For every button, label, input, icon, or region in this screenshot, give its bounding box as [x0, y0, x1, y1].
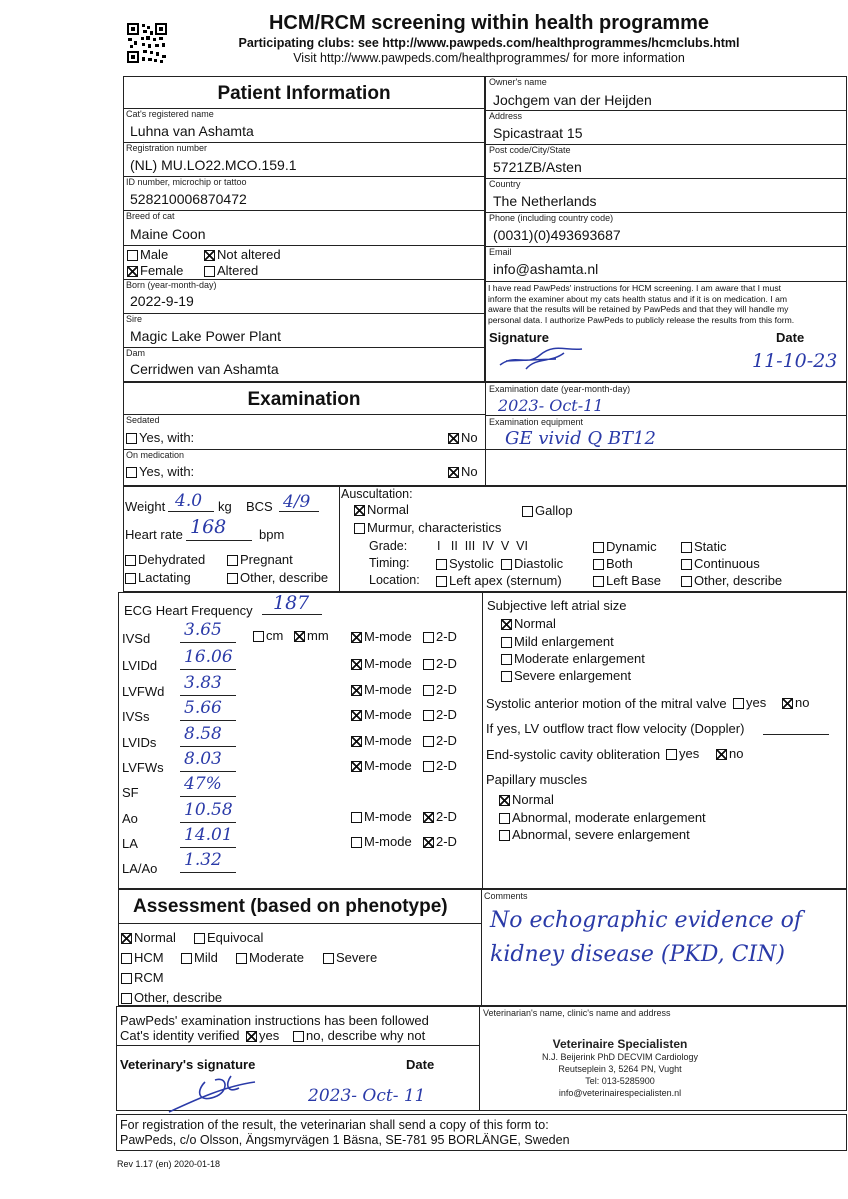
assess-moderate-checkbox[interactable] [236, 953, 247, 964]
comments-line-2[interactable]: kidney disease (PKD, CIN) [490, 942, 785, 967]
assess-equivocal[interactable]: Equivocal [194, 930, 263, 945]
echo-value-lvfws[interactable]: 8.03 [184, 749, 222, 769]
equipment[interactable]: GE vivid Q BT12 [505, 428, 656, 449]
auscultation-title: Auscultation: [341, 487, 413, 501]
breed[interactable]: Maine Coon [130, 226, 206, 242]
echo-label-ao: Ao [122, 811, 138, 826]
revision: Rev 1.17 (en) 2020-01-18 [117, 1159, 221, 1169]
ausc-static[interactable]: Static [681, 539, 727, 554]
echo-value-ivss[interactable]: 5.66 [184, 698, 222, 718]
gallop-checkbox[interactable] [522, 506, 533, 517]
kg-unit: kg [218, 499, 232, 514]
consent-line: personal data. I authorize PawPeds to publicly release the results from this form. [488, 314, 795, 325]
mode-mmode[interactable]: M-mode [351, 834, 412, 849]
stamp-phone: Tel: 013-5285900 [585, 1076, 655, 1086]
bcs-value[interactable]: 4/9 [283, 492, 311, 512]
assessment-title: Assessment (based on phenotype) [133, 896, 448, 917]
vet-stamp [515, 1038, 725, 1099]
lvot-label: If yes, LV outflow tract flow velocity (Doppler) [486, 721, 745, 736]
atrial-severe-checkbox[interactable] [501, 671, 512, 682]
echo-value-ivsd[interactable]: 3.65 [184, 620, 222, 640]
sedated-no[interactable]: No [448, 430, 478, 445]
ausc-systolic[interactable]: Systolic [436, 556, 494, 571]
echo-underline [180, 796, 236, 797]
atrial-moderate[interactable]: Moderate enlargement [501, 651, 645, 666]
mmode-checkbox[interactable] [351, 659, 362, 670]
not-altered-checkbox[interactable] [204, 250, 215, 261]
lactating[interactable]: Lactating [125, 570, 191, 585]
sex-male[interactable]: Male [127, 247, 168, 262]
echo-label-lvfwd: LVFWd [122, 684, 165, 699]
echo-label-ivsd: IVSd [122, 631, 151, 646]
assess-mild-checkbox[interactable] [181, 953, 192, 964]
mmode-checkbox[interactable] [351, 632, 362, 643]
id-label: ID number, microchip or tattoo [126, 177, 247, 187]
atrial-mild-checkbox[interactable] [501, 637, 512, 648]
instructions-followed: PawPeds' examination instructions has been followed [120, 1013, 429, 1028]
esco-yes[interactable]: yes [666, 746, 699, 761]
ausc-dynamic[interactable]: Dynamic [593, 539, 657, 554]
pap-normal-checkbox[interactable] [499, 795, 510, 806]
registration-instructions: For registration of the result, the veterinarian shall send a copy of this form to: [120, 1118, 549, 1132]
owner-date[interactable]: 11-10-23 [752, 350, 838, 372]
esco-no-checkbox[interactable] [716, 749, 727, 760]
owner-phone[interactable]: (0031)(0)493693687 [493, 227, 621, 243]
mode-mmode[interactable]: M-mode [351, 707, 412, 722]
ausc-other[interactable]: Other, describe [681, 573, 782, 588]
phone-label: Phone (including country code) [489, 213, 614, 223]
atrial-normal[interactable]: Normal [501, 616, 556, 631]
echo-underline [180, 847, 236, 848]
location-label: Location: [369, 573, 420, 587]
weight-label: Weight [125, 499, 166, 514]
mode-mmode[interactable]: M-mode [351, 656, 412, 671]
sex-altered[interactable]: Altered [204, 263, 258, 278]
ecg-label: ECG Heart Frequency [124, 603, 253, 618]
echo-underline [180, 669, 236, 670]
medication-yes-checkbox[interactable] [126, 467, 137, 478]
echo-label-lvidd: LVIDd [122, 658, 158, 673]
identity-no[interactable]: no, describe why not [293, 1028, 425, 1043]
diastolic-checkbox[interactable] [501, 559, 512, 570]
echo-underline [180, 822, 236, 823]
twod-checkbox[interactable] [423, 659, 434, 670]
pawpeds-address: PawPeds, c/o Olsson, Ängsmyrvägen 1 Bäsna, SE-781 95 BORLÄNGE, Sweden [120, 1133, 570, 1147]
systolic-checkbox[interactable] [436, 559, 447, 570]
mode-mmode[interactable]: M-mode [351, 809, 412, 824]
owner-name-label: Owner's name [489, 77, 547, 87]
twod-checkbox[interactable] [423, 710, 434, 721]
cat-name[interactable]: Luhna van Ashamta [130, 123, 254, 139]
assess-moderate[interactable]: Moderate [236, 950, 304, 965]
altered-checkbox[interactable] [204, 266, 215, 277]
identity-no-checkbox[interactable] [293, 1031, 304, 1042]
registration-number[interactable]: (NL) MU.LO22.MCO.159.1 [130, 157, 297, 173]
twod-checkbox[interactable] [423, 837, 434, 848]
mm-checkbox[interactable] [294, 631, 305, 642]
microchip-number[interactable]: 528210006870472 [130, 191, 247, 207]
left-base-checkbox[interactable] [593, 576, 604, 587]
mode-2d[interactable]: 2-D [423, 834, 457, 849]
assess-severe[interactable]: Severe [323, 950, 377, 965]
exam-date-label: Examination date (year-month-day) [489, 384, 631, 394]
left-apex-checkbox[interactable] [436, 576, 447, 587]
sam-yes[interactable]: yes [733, 695, 766, 710]
unit-mm[interactable]: mm [294, 628, 329, 643]
pap-moderate-checkbox[interactable] [499, 813, 510, 824]
echo-underline [180, 746, 236, 747]
mode-mmode[interactable]: M-mode [351, 758, 412, 773]
ausc-left-apex[interactable]: Left apex (sternum) [436, 573, 562, 588]
mode-mmode[interactable]: M-mode [351, 629, 412, 644]
unit-cm[interactable]: cm [253, 628, 283, 643]
echo-value-ao[interactable]: 10.58 [184, 800, 233, 820]
pap-severe[interactable]: Abnormal, severe enlargement [499, 827, 690, 842]
sex-female[interactable]: Female [127, 263, 183, 278]
medication-yes[interactable]: Yes, with: [126, 464, 194, 479]
echo-label-lvids: LVIDs [122, 735, 157, 750]
mode-2d[interactable]: 2-D [423, 629, 457, 644]
vet-signature-label: Veterinary's signature [120, 1057, 256, 1072]
info-link: Visit http://www.pawpeds.com/healthprogrammes/ for more information [293, 51, 685, 65]
mmode-checkbox[interactable] [351, 837, 362, 848]
ausc-continuous[interactable]: Continuous [681, 556, 760, 571]
echo-value-lvfwd[interactable]: 3.83 [184, 673, 222, 693]
papillary-label: Papillary muscles [486, 772, 588, 787]
echo-label-lvfws: LVFWs [122, 760, 164, 775]
stamp-street: Reutseplein 3, 5264 PN, Vught [558, 1064, 682, 1074]
vet-date-label: Date [406, 1057, 435, 1072]
mode-2d[interactable]: 2-D [423, 733, 457, 748]
pap-normal[interactable]: Normal [499, 792, 554, 807]
comments-line-1[interactable]: No echographic evidence of [490, 908, 803, 933]
twod-checkbox[interactable] [423, 761, 434, 772]
participating-clubs: Participating clubs: see http://www.pawpeds.com/healthprogrammes/hcmclubs.html [238, 36, 740, 50]
assess-rcm[interactable]: RCM [121, 970, 164, 985]
twod-checkbox[interactable] [423, 736, 434, 747]
dynamic-checkbox[interactable] [593, 542, 604, 553]
ecg-value[interactable]: 187 [273, 592, 310, 614]
cat-name-label: Cat's registered name [126, 109, 214, 119]
heart-rate-value[interactable]: 168 [190, 516, 227, 538]
assess-hcm[interactable]: HCM [121, 950, 164, 965]
consent-line: inform the examiner about my cats health status and if it is on medication. I am [488, 293, 788, 304]
registration-label: Registration number [126, 143, 208, 153]
dam[interactable]: Cerridwen van Ashamta [130, 361, 279, 377]
murmur-checkbox[interactable] [354, 523, 365, 534]
identity-yes[interactable]: yes [246, 1028, 279, 1043]
dam-label: Dam [126, 348, 146, 358]
atrial-severe[interactable]: Severe enlargement [501, 668, 631, 683]
atrial-title: Subjective left atrial size [487, 598, 627, 613]
ausc-normal[interactable]: Normal [354, 502, 409, 517]
esco-yes-checkbox[interactable] [666, 749, 677, 760]
assess-hcm-checkbox[interactable] [121, 953, 132, 964]
sam-no-checkbox[interactable] [782, 698, 793, 709]
sam-label: Systolic anterior motion of the mitral valve [486, 696, 727, 711]
equipment-label: Examination equipment [489, 417, 584, 427]
twod-checkbox[interactable] [423, 685, 434, 696]
male-checkbox[interactable] [127, 250, 138, 261]
bcs-label: BCS [246, 499, 273, 514]
mode-mmode[interactable]: M-mode [351, 682, 412, 697]
breed-label: Breed of cat [126, 211, 175, 221]
owner-name[interactable]: Jochgem van der Heijden [493, 92, 652, 108]
assess-rcm-checkbox[interactable] [121, 973, 132, 984]
comments-label: Comments [484, 891, 528, 901]
esco-no[interactable]: no [716, 746, 743, 761]
assess-mild[interactable]: Mild [181, 950, 218, 965]
mmode-checkbox[interactable] [351, 685, 362, 696]
mmode-checkbox[interactable] [351, 761, 362, 772]
mmode-checkbox[interactable] [351, 736, 362, 747]
static-checkbox[interactable] [681, 542, 692, 553]
sire[interactable]: Magic Lake Power Plant [130, 328, 281, 344]
owner-email[interactable]: info@ashamta.nl [493, 261, 599, 277]
consent-text [488, 283, 848, 325]
exam-date[interactable]: 2023- Oct-11 [498, 396, 604, 415]
stamp-vet: N.J. Beijerink PhD DECVIM Cardiology [541, 1052, 699, 1062]
echo-value-lvids[interactable]: 8.58 [184, 724, 222, 744]
mode-mmode[interactable]: M-mode [351, 733, 412, 748]
form-title: HCM/RCM screening within health programme [268, 12, 710, 34]
echo-value-la-ao[interactable]: 1.32 [184, 850, 222, 870]
vet-date[interactable]: 2023- Oct- 11 [308, 1086, 426, 1106]
assess-normal-checkbox[interactable] [121, 933, 132, 944]
other-condition[interactable]: Other, describe [227, 570, 328, 585]
lactating-checkbox[interactable] [125, 573, 136, 584]
continuous-checkbox[interactable] [681, 559, 692, 570]
mode-2d[interactable]: 2-D [423, 707, 457, 722]
address-label: Address [489, 111, 523, 121]
echo-value-sf[interactable]: 47% [184, 774, 222, 794]
mmode-checkbox[interactable] [351, 812, 362, 823]
atrial-mild[interactable]: Mild enlargement [501, 634, 614, 649]
identity-verified-label: Cat's identity verified [120, 1028, 240, 1043]
echo-label-sf: SF [122, 785, 139, 800]
mode-2d[interactable]: 2-D [423, 809, 457, 824]
echo-underline [180, 642, 236, 643]
born-date[interactable]: 2022-9-19 [130, 293, 194, 309]
echo-underline [180, 771, 236, 772]
sedated-yes-checkbox[interactable] [126, 433, 137, 444]
cm-checkbox[interactable] [253, 631, 264, 642]
sam-no[interactable]: no [782, 695, 809, 710]
postcode-label: Post code/City/State [489, 145, 571, 155]
esco-label: End-systolic cavity obliteration [486, 747, 661, 762]
timing-label: Timing: [369, 556, 410, 570]
mmode-checkbox[interactable] [351, 710, 362, 721]
atrial-normal-checkbox[interactable] [501, 619, 512, 630]
female-checkbox[interactable] [127, 266, 138, 277]
patient-section-title: Patient Information [217, 83, 391, 104]
other-condition-checkbox[interactable] [227, 573, 238, 584]
email-label: Email [489, 247, 512, 257]
vet-info-label: Veterinarian's name, clinic's name and address [483, 1008, 671, 1018]
weight-value[interactable]: 4.0 [175, 491, 203, 511]
pap-moderate[interactable]: Abnormal, moderate enlargement [499, 810, 706, 825]
owner-address[interactable]: Spicastraat 15 [493, 125, 583, 141]
grade-scale: I II III IV V VI [437, 539, 528, 553]
echo-value-lvidd[interactable]: 16.06 [184, 647, 233, 667]
ausc-murmur[interactable]: Murmur, characteristics [354, 520, 501, 535]
sedated-label: Sedated [126, 415, 160, 425]
assess-severe-checkbox[interactable] [323, 953, 334, 964]
echo-label-ivss: IVSs [122, 709, 150, 724]
assess-other[interactable]: Other, describe [121, 990, 222, 1005]
sire-label: Sire [126, 314, 143, 324]
ausc-normal-checkbox[interactable] [354, 505, 365, 516]
echo-underline [180, 695, 236, 696]
medication-no-checkbox[interactable] [448, 467, 459, 478]
assess-other-checkbox[interactable] [121, 993, 132, 1004]
ausc-other-checkbox[interactable] [681, 576, 692, 587]
identity-yes-checkbox[interactable] [246, 1031, 257, 1042]
echo-value-la[interactable]: 14.01 [184, 825, 233, 845]
mode-2d[interactable]: 2-D [423, 758, 457, 773]
owner-postcode[interactable]: 5721ZB/Asten [493, 159, 582, 175]
echo-underline [180, 720, 236, 721]
medication-label: On medication [126, 450, 185, 460]
twod-checkbox[interactable] [423, 812, 434, 823]
both-checkbox[interactable] [593, 559, 604, 570]
vet-signature[interactable] [165, 1070, 265, 1116]
assess-normal[interactable]: Normal [121, 930, 176, 945]
ausc-both[interactable]: Both [593, 556, 633, 571]
sam-yes-checkbox[interactable] [733, 698, 744, 709]
bpm-unit: bpm [259, 527, 285, 542]
assess-equivocal-checkbox[interactable] [194, 933, 205, 944]
sedated-yes[interactable]: Yes, with: [126, 430, 194, 445]
country-label: Country [489, 179, 521, 189]
pregnant-checkbox[interactable] [227, 555, 238, 566]
owner-country[interactable]: The Netherlands [493, 193, 597, 209]
owner-date-label: Date [776, 330, 805, 345]
mode-2d[interactable]: 2-D [423, 682, 457, 697]
atrial-moderate-checkbox[interactable] [501, 654, 512, 665]
born-label: Born (year-month-day) [126, 280, 217, 290]
sex-not-altered[interactable]: Not altered [204, 247, 281, 262]
dehydrated[interactable]: Dehydrated [125, 552, 205, 567]
echo-underline [180, 872, 236, 873]
medication-no[interactable]: No [448, 464, 478, 479]
echo-label-la: LA [122, 836, 138, 851]
ausc-diastolic[interactable]: Diastolic [501, 556, 563, 571]
echo-label-la-ao: LA/Ao [122, 861, 158, 876]
pregnant[interactable]: Pregnant [227, 552, 293, 567]
sedated-no-checkbox[interactable] [448, 433, 459, 444]
ausc-gallop[interactable]: Gallop [522, 503, 573, 518]
grade-label: Grade: [369, 539, 408, 553]
dehydrated-checkbox[interactable] [125, 555, 136, 566]
stamp-email: info@veterinairespecialisten.nl [558, 1088, 682, 1098]
twod-checkbox[interactable] [423, 632, 434, 643]
mode-2d[interactable]: 2-D [423, 656, 457, 671]
stamp-clinic: Veterinaire Specialisten [552, 1037, 688, 1051]
owner-signature[interactable] [496, 343, 586, 373]
heart-rate-label: Heart rate [125, 527, 183, 542]
examination-title: Examination [247, 389, 361, 410]
consent-line: aware that the results will be retained by PawPeds and that they will handle my [488, 304, 789, 314]
consent-line: I have read PawPeds' instructions for HCM screening. I am aware that I must [488, 283, 781, 293]
ausc-left-base[interactable]: Left Base [593, 573, 661, 588]
pap-severe-checkbox[interactable] [499, 830, 510, 841]
owner-signature-label: Signature [489, 330, 549, 345]
